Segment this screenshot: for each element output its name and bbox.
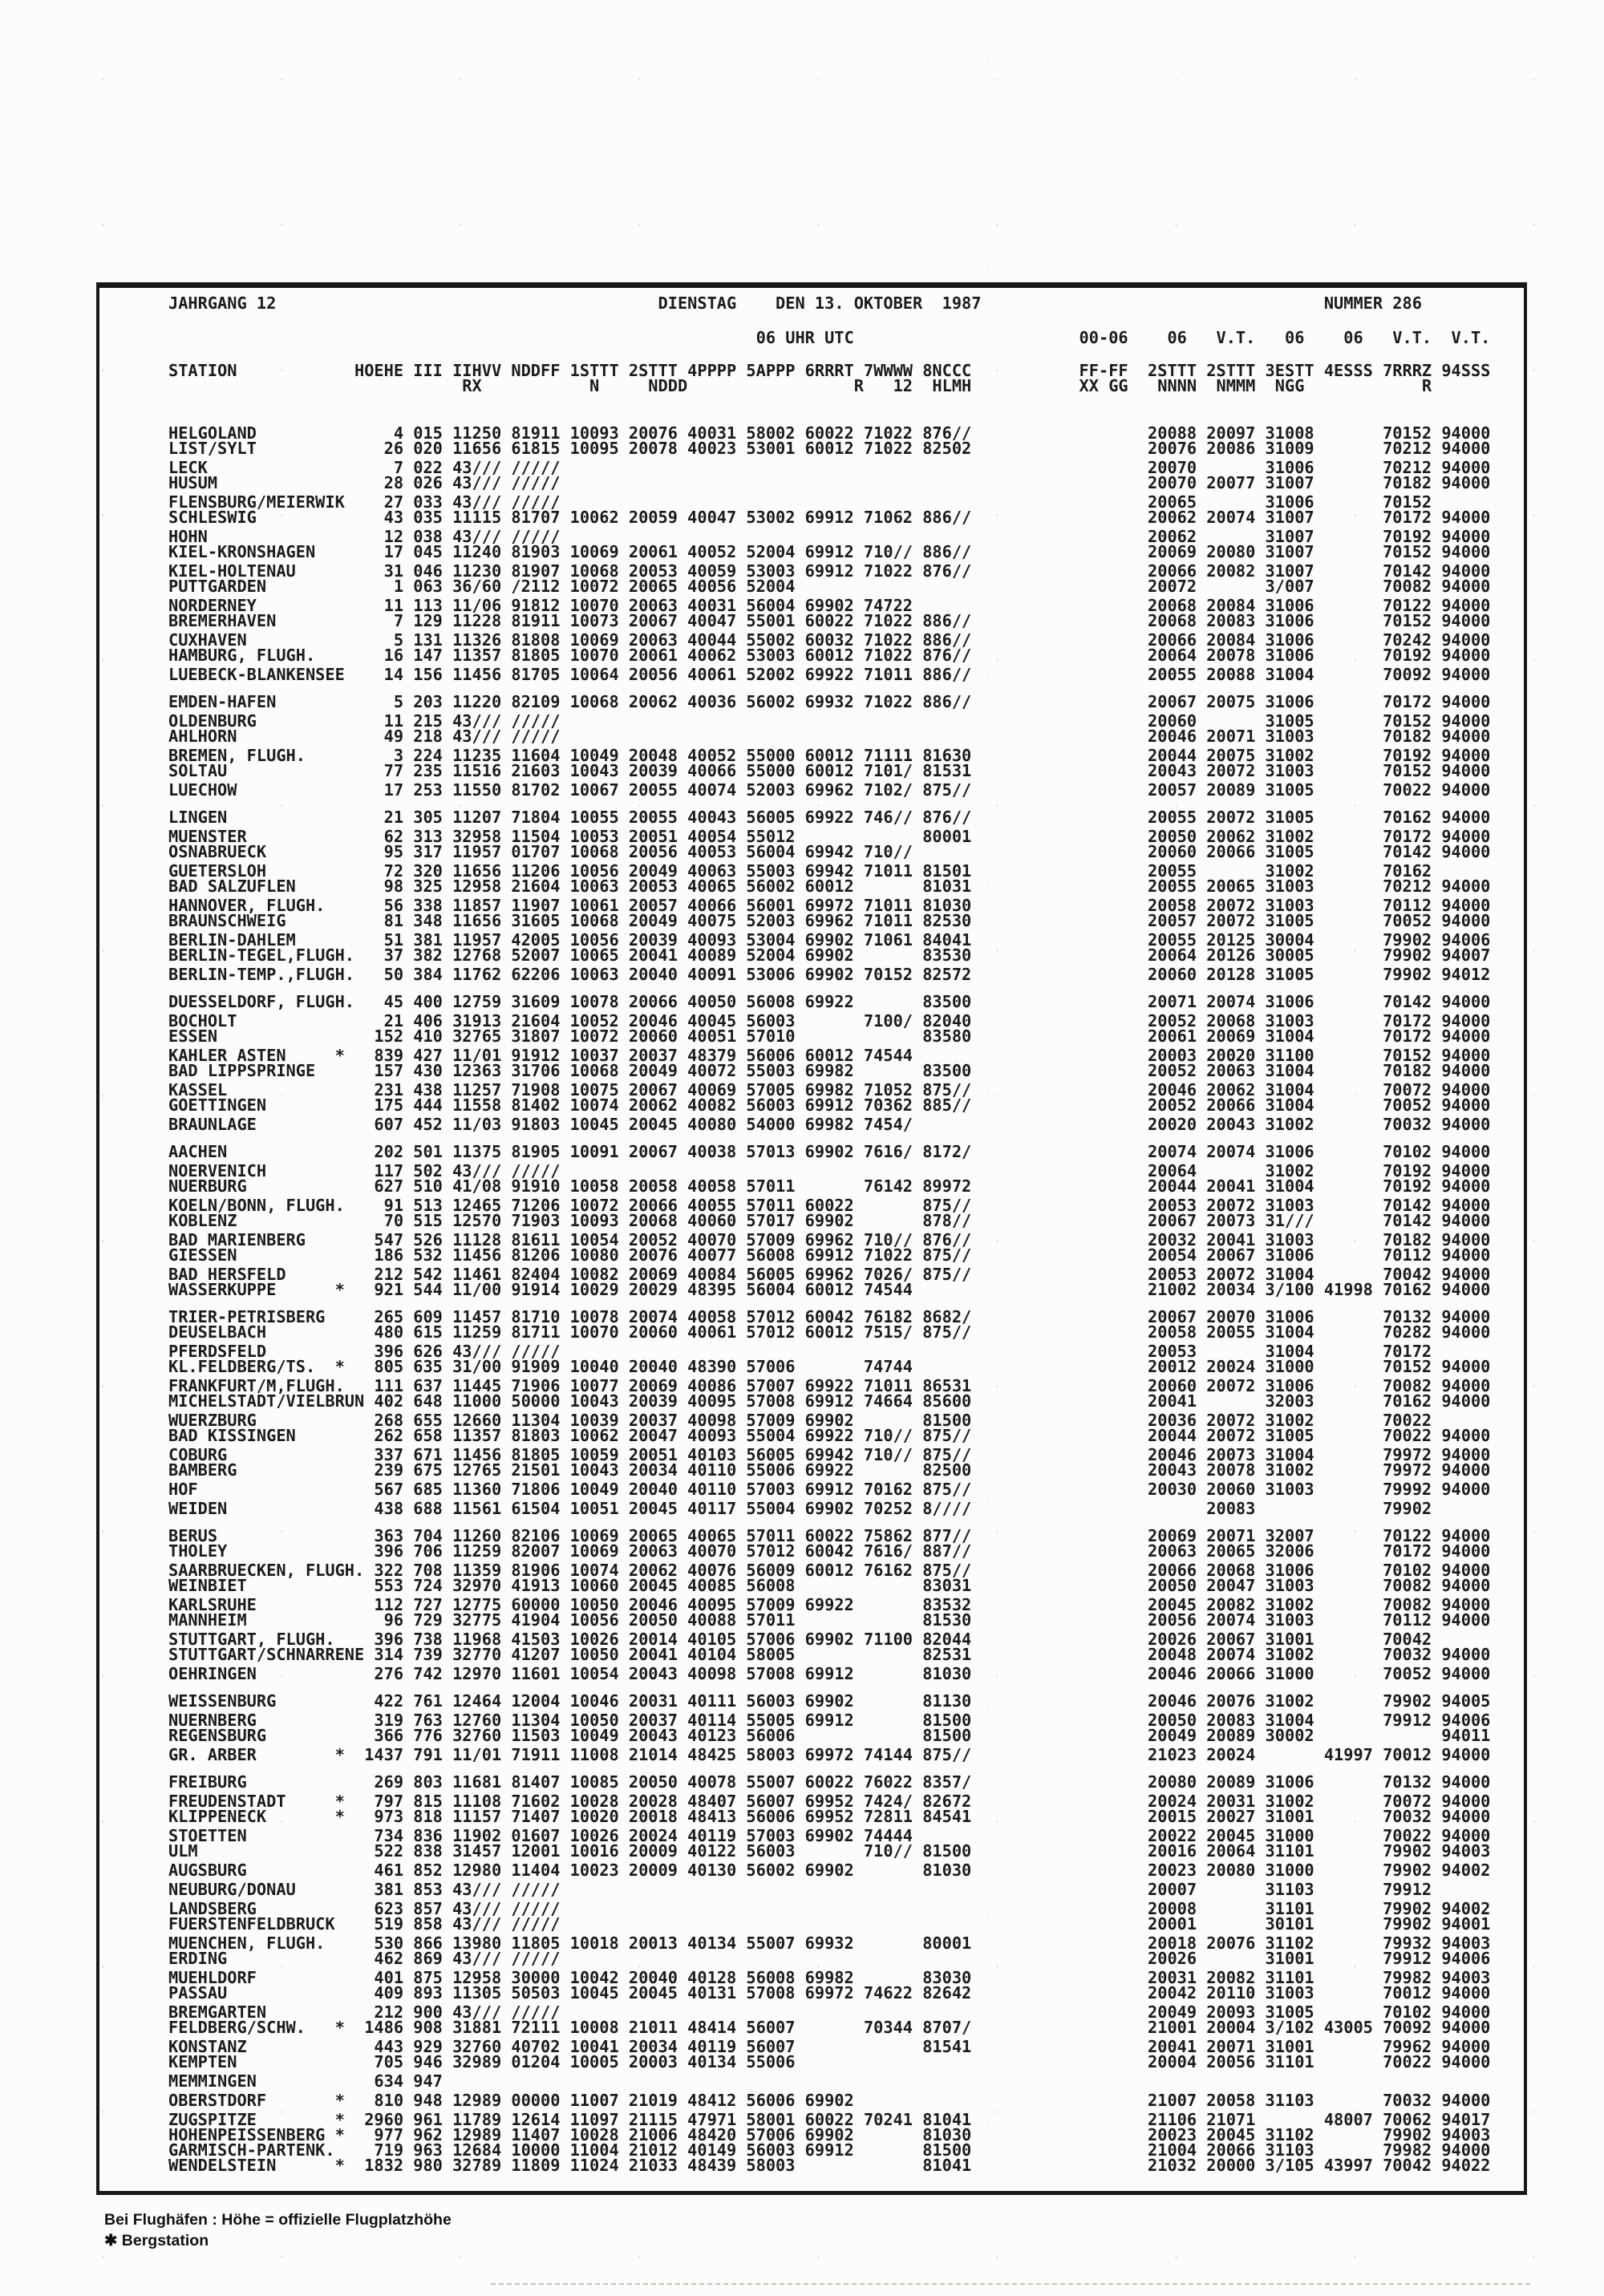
table-row: MANNHEIM 96 729 32775 41904 10056 20050 40088 57011 81530 20056 20074 31003 70112 94000 <box>168 1610 1491 1630</box>
page-bottom-scan-line <box>491 2283 1530 2285</box>
table-row: WEINBIET 553 724 32970 41913 10060 20045 40085 56008 83031 20050 20047 31003 70082 94000 <box>168 1576 1491 1595</box>
table-row: TRIER-PETRISBERG 265 609 11457 81710 10078 20074 40058 57012 60042 76182 8682/ 20067 20070 31006 70132 94000 <box>168 1307 1491 1326</box>
table-row: FREIBURG 269 803 11681 81407 10085 20050 40078 55007 60022 76022 8357/ 20080 20089 31006 70132 94000 <box>168 1772 1491 1792</box>
table-row: BERLIN-TEGEL,FLUGH. 37 382 12768 52007 10065 20041 40089 52004 69902 83530 20064 20126 30005 79902 94007 <box>168 946 1491 965</box>
table-row: MEMMINGEN 634 947 <box>168 2071 443 2091</box>
station-table-body <box>168 423 1524 2175</box>
column-subheader-line: RX N NDDD R 12 HLMH XX GG NNNN NMMM NGG R <box>168 376 1432 395</box>
table-row: AHLHORN 49 218 43/// ///// 20046 20071 31003 70182 94000 <box>168 727 1491 746</box>
table-row: BAD KISSINGEN 262 658 11357 81803 10062 20047 40093 55004 69922 710// 875// 20044 20072 31005 70022 94000 <box>168 1426 1491 1445</box>
table-row: GARMISCH-PARTENK. 719 963 12684 10000 11004 21012 40149 56003 69912 81500 21004 20066 31103 79982 94000 <box>168 2140 1491 2160</box>
table-row: OBERSTDORF * 810 948 12989 00000 11007 21019 48412 56006 69902 21007 20058 31103 70032 94000 <box>168 2091 1491 2110</box>
table-row: AACHEN 202 501 11375 81905 10091 20067 40038 57013 69902 7616/ 8172/ 20074 20074 31006 70102 94000 <box>168 1142 1491 1161</box>
table-row: SCHLESWIG 43 035 11115 81707 10062 20059 40047 53002 69912 71062 886// 20062 20074 31007 70172 94000 <box>168 508 1491 527</box>
table-row: ZUGSPITZE * 2960 961 11789 12614 11097 21115 47971 58001 60022 70241 81041 21106 21071 48007 70062 94017 <box>168 2110 1491 2129</box>
table-row: BAMBERG 239 675 12765 21501 10043 20034 40110 55006 69922 82500 20043 20078 31002 79972 94000 <box>168 1460 1491 1480</box>
table-row: BAD LIPPSPRINGE 157 430 12363 31706 10068 20049 40072 55003 69982 83500 20052 20063 31004 70182 94000 <box>168 1061 1491 1080</box>
table-row: HUSUM 28 026 43/// ///// 20070 20077 31007 70182 94000 <box>168 473 1491 492</box>
table-row: LANDSBERG 623 857 43/// ///// 20008 31101 79902 94002 <box>168 1899 1491 1918</box>
table-row: MUEHLDORF 401 875 12958 30000 10042 20040 40128 56008 69982 83030 20031 20082 31101 79982 94003 <box>168 1968 1491 1987</box>
table-row: BERLIN-DAHLEM 51 381 11957 42005 10056 20039 40093 53004 69902 71061 84041 20055 20125 30004 79902 94006 <box>168 930 1491 950</box>
table-row: BERUS 363 704 11260 82106 10069 20065 40065 57011 60022 75862 877// 20069 20071 32007 70122 94000 <box>168 1526 1491 1545</box>
table-row: KOELN/BONN, FLUGH. 91 513 12465 71206 10072 20066 40055 57011 60022 875// 20053 20072 31003 70142 94000 <box>168 1196 1491 1215</box>
table-row: FUERSTENFELDBRUCK 519 858 43/// ///// 20001 30101 79902 94001 <box>168 1914 1491 1934</box>
table-row: NOERVENICH 117 502 43/// ///// 20064 31002 70192 94000 <box>168 1161 1491 1180</box>
table-row: NUERNBERG 319 763 12760 11304 10050 20037 40114 55005 69912 81500 20050 20083 31004 79912 94006 <box>168 1711 1491 1730</box>
table-row: COBURG 337 671 11456 81805 10059 20051 40103 56005 69942 710// 875// 20046 20073 31004 79972 94000 <box>168 1445 1491 1464</box>
table-row: NORDERNEY 11 113 11/06 91812 10070 20063 40031 56004 69902 74722 20068 20084 31006 70122 94000 <box>168 596 1491 615</box>
table-row: HAMBURG, FLUGH. 16 147 11357 81805 10070 20061 40062 53003 60012 71022 876// 20064 20078 31006 70192 94000 <box>168 646 1491 665</box>
table-row: HOHENPEISSENBERG * 977 962 12989 11407 10028 21006 48420 57006 69902 81030 20023 20045 31102 79902 94003 <box>168 2125 1491 2144</box>
table-row: GIESSEN 186 532 11456 81206 10080 20076 40077 56008 69912 71022 875// 20054 20067 31006 70112 94000 <box>168 1245 1491 1265</box>
table-row: BREMEN, FLUGH. 3 224 11235 11604 10049 20048 40052 55000 60012 71111 81630 20044 20075 31002 70192 94000 <box>168 746 1491 765</box>
table-row: LUECHOW 17 253 11550 81702 10067 20055 40074 52003 69962 7102/ 875// 20057 20089 31005 70022 94000 <box>168 780 1491 800</box>
period-header-line: 06 UHR UTC 00-06 06 V.T. 06 06 V.T. V.T. <box>168 328 1491 347</box>
table-row: KOBLENZ 70 515 12570 71903 10093 20068 40060 57017 69902 878// 20067 20073 31/// 70142 94000 <box>168 1211 1491 1230</box>
table-row: BAD SALZUFLEN 98 325 12958 21604 10063 20053 40065 56002 60012 81031 20055 20065 31003 70212 94000 <box>168 877 1491 896</box>
table-row: MUENSTER 62 313 32958 11504 10053 20051 40054 55012 80001 20050 20062 31002 70172 94000 <box>168 827 1491 846</box>
table-row: STOETTEN 734 836 11902 01607 10026 20024 40119 57003 69902 74444 20022 20045 31000 70022 94000 <box>168 1826 1491 1845</box>
table-row: KEMPTEN 705 946 32989 01204 10005 20003 40134 55006 20004 20056 31101 70022 94000 <box>168 2052 1491 2071</box>
footnote-line-airports: Bei Flughäfen : Höhe = offizielle Flugplatzhöhe <box>104 2211 452 2229</box>
table-row: PASSAU 409 893 11305 50503 10045 20045 40131 57008 69972 74622 82642 20042 20110 31003 70012 94000 <box>168 1983 1491 2002</box>
table-row: KAHLER ASTEN * 839 427 11/01 91912 10037 20037 48379 56006 60012 74544 20003 20020 31100 70152 94000 <box>168 1046 1491 1065</box>
table-row: WUERZBURG 268 655 12660 11304 10039 20037 40098 57009 69902 81500 20036 20072 31002 70022 <box>168 1411 1432 1430</box>
table-row: SOLTAU 77 235 11516 21603 10043 20039 40066 55000 60012 7101/ 81531 20043 20072 31003 70152 94000 <box>168 761 1491 780</box>
table-row: DUESSELDORF, FLUGH. 45 400 12759 31609 10078 20066 40050 56008 69922 83500 20071 20074 31006 70142 94000 <box>168 992 1491 1011</box>
table-row: LIST/SYLT 26 020 11656 61815 10095 20078 40023 53001 60012 71022 82502 20076 20086 31009 70212 94000 <box>168 439 1491 458</box>
table-row: HELGOLAND 4 015 11250 81911 10093 20076 40031 58002 60022 71022 876// 20088 20097 31008 70152 94000 <box>168 423 1491 443</box>
table-row: OLDENBURG 11 215 43/// ///// 20060 31005 70152 94000 <box>168 711 1491 731</box>
table-row: OEHRINGEN 276 742 12970 11601 10054 20043 40098 57008 69912 81030 20046 20066 31000 70052 94000 <box>168 1664 1491 1683</box>
table-row: BAD HERSFELD 212 542 11461 82404 10082 20069 40084 56005 69962 7026/ 875// 20053 20072 31004 70042 94000 <box>168 1265 1491 1284</box>
table-row: KLIPPENECK * 973 818 11157 71407 10020 20018 48413 56006 69952 72811 84541 20015 20027 31001 70032 94000 <box>168 1807 1491 1826</box>
table-row: KL.FELDBERG/TS. * 805 635 31/00 91909 10040 20040 48390 57006 74744 20012 20024 31000 70152 94000 <box>168 1357 1491 1376</box>
table-row: BREMGARTEN 212 900 43/// ///// 20049 20093 31005 70102 94000 <box>168 2002 1491 2022</box>
table-row: KASSEL 231 438 11257 71908 10075 20067 40069 57005 69982 71052 875// 20046 20062 31004 70072 94000 <box>168 1080 1491 1099</box>
table-row: EMDEN-HAFEN 5 203 11220 82109 10068 20062 40036 56002 69932 71022 886// 20067 20075 31006 70172 94000 <box>168 692 1491 711</box>
table-row: STUTTGART, FLUGH. 396 738 11968 41503 10026 20014 40105 57006 69902 71100 82044 20026 20067 31001 70042 <box>168 1630 1432 1649</box>
table-row: MUENCHEN, FLUGH. 530 866 13980 11805 10018 20013 40134 55007 69932 80001 20018 20076 31102 79932 94003 <box>168 1934 1491 1953</box>
table-row: WEISSENBURG 422 761 12464 12004 10046 20031 40111 56003 69902 81130 20046 20076 31002 79902 94005 <box>168 1691 1491 1711</box>
title-line: JAHRGANG 12 DIENSTAG DEN 13. OKTOBER 1987 NUMMER 286 <box>168 294 1422 313</box>
table-row: BAD MARIENBERG 547 526 11128 81611 10054 20052 40070 57009 69962 710// 876// 20032 20041 31003 70182 94000 <box>168 1230 1491 1249</box>
table-row: LUEBECK-BLANKENSEE 14 156 11456 81705 10064 20056 40061 52002 69922 71011 886// 20055 20088 31004 70092 94000 <box>168 665 1491 684</box>
table-row: BREMERHAVEN 7 129 11228 81911 10073 20067 40047 55001 60022 71022 886// 20068 20083 31006 70152 94000 <box>168 611 1491 630</box>
table-row: WENDELSTEIN * 1832 980 32789 11809 11024 21033 48439 58003 81041 21032 20000 3/105 43997 70042 94022 <box>168 2156 1491 2175</box>
table-row: CUXHAVEN 5 131 11326 81808 10069 20063 40044 55002 60032 71022 886// 20066 20084 31006 70242 94000 <box>168 630 1491 650</box>
table-row: ESSEN 152 410 32765 31807 10072 20060 40051 57010 83580 20061 20069 31004 70172 94000 <box>168 1027 1491 1046</box>
table-row: HOHN 12 038 43/// ///// 20062 31007 70192 94000 <box>168 527 1491 546</box>
table-row: LINGEN 21 305 11207 71804 10055 20055 40043 56005 69922 746// 876// 20055 20072 31005 70162 94000 <box>168 808 1491 827</box>
table-row: WASSERKUPPE * 921 544 11/00 91914 10029 20029 48395 56004 60012 74544 21002 20034 3/100 41998 70162 94000 <box>168 1280 1491 1299</box>
table-row: BRAUNSCHWEIG 81 348 11656 31605 10068 20049 40075 52003 69962 71011 82530 20057 20072 31005 70052 94000 <box>168 911 1491 930</box>
table-row: WEIDEN 438 688 11561 61504 10051 20045 40117 55004 69902 70252 8//// 20083 79902 <box>168 1499 1432 1518</box>
table-row: FLENSBURG/MEIERWIK 27 033 43/// ///// 20065 31006 70152 <box>168 492 1432 512</box>
table-row: HOF 567 685 11360 71806 10049 20040 40110 57003 69912 70162 875// 20030 20060 31003 79992 94000 <box>168 1480 1491 1499</box>
table-row: PUTTGARDEN 1 063 36/60 /2112 10072 20065 40056 52004 20072 3/007 70082 94000 <box>168 577 1491 596</box>
table-row: DEUSELBACH 480 615 11259 81711 10070 20060 40061 57012 60012 7515/ 875// 20058 20055 31004 70282 94000 <box>168 1322 1491 1342</box>
table-row: KONSTANZ 443 929 32760 40702 10041 20034 40119 56007 81541 20041 20071 31001 79962 94000 <box>168 2037 1491 2056</box>
table-row: SAARBRUECKEN, FLUGH. 322 708 11359 81906 10074 20062 40076 56009 60012 76162 875// 20066 20068 31006 70102 94000 <box>168 1561 1491 1580</box>
table-row: THOLEY 396 706 11259 82007 10069 20063 40070 57012 60042 7616/ 887// 20063 20065 32006 70172 94000 <box>168 1541 1491 1561</box>
table-row: AUGSBURG 461 852 12980 11404 10023 20009 40130 56002 69902 81030 20023 20080 31000 79902 94002 <box>168 1861 1491 1880</box>
table-row: BERLIN-TEMP.,FLUGH. 50 384 11762 62206 10063 20040 40091 53006 69902 70152 82572 20060 20128 31005 79902 94012 <box>168 965 1491 984</box>
table-row: GUETERSLOH 72 320 11656 11206 10056 20049 40063 55003 69942 71011 81501 20055 31002 70162 <box>168 861 1432 881</box>
footnote <box>104 2209 1604 2251</box>
table-row: BRAUNLAGE 607 452 11/03 91803 10045 20045 40080 54000 69982 7454/ 20020 20043 31002 70032 94000 <box>168 1115 1491 1134</box>
table-row: REGENSBURG 366 776 32760 11503 10049 20043 40123 56006 81500 20049 20089 30002 94011 <box>168 1726 1491 1745</box>
table-row: STUTTGART/SCHNARRENE 314 739 32770 41207 10050 20041 40104 58005 82531 20048 20074 31002 70032 94000 <box>168 1645 1491 1664</box>
column-header-line: STATION HOEHE III IIHVV NDDFF 1STTT 2STTT 4PPPP 5APPP 6RRRT 7WWWW 8NCCC FF-FF 2STTT 2STTT 3ESTT 4ESSS 7RRRZ 94SSS <box>168 361 1491 380</box>
table-frame <box>96 282 1527 2195</box>
table-row: ULM 522 838 31457 12001 10016 20009 40122 56003 710// 81500 20016 20064 31101 79902 94003 <box>168 1841 1491 1861</box>
table-row: LECK 7 022 43/// ///// 20070 31006 70212 94000 <box>168 458 1491 477</box>
table-row: GR. ARBER * 1437 791 11/01 71911 11008 21014 48425 58003 69972 74144 875// 21023 20024 41997 70012 94000 <box>168 1745 1491 1764</box>
table-row: KIEL-KRONSHAGEN 17 045 11240 81903 10069 20061 40052 52004 69912 710// 886// 20069 20080 31007 70152 94000 <box>168 542 1491 561</box>
table-row: BOCHOLT 21 406 31913 21604 10052 20046 40045 56003 7100/ 82040 20052 20068 31003 70172 94000 <box>168 1011 1491 1031</box>
table-row: FELDBERG/SCHW. * 1486 908 31881 72111 10008 21011 48414 56007 70344 8707/ 21001 20004 3/102 43005 70092 94000 <box>168 2018 1491 2037</box>
table-row: HANNOVER, FLUGH. 56 338 11857 11907 10061 20057 40066 56001 69972 71011 81030 20058 20072 31003 70112 94000 <box>168 896 1491 915</box>
table-row: FRANKFURT/M,FLUGH. 111 637 11445 71906 10077 20069 40086 57007 69922 71011 86531 20060 20072 31006 70082 94000 <box>168 1376 1491 1395</box>
table-row: KARLSRUHE 112 727 12775 60000 10050 20046 40095 57009 69922 83532 20045 20082 31002 70082 94000 <box>168 1595 1491 1614</box>
bergstation-star-icon: ✱ <box>104 2232 118 2249</box>
footnote-line-bergstation: ✱ Bergstation <box>104 2232 209 2249</box>
table-row: NEUBURG/DONAU 381 853 43/// ///// 20007 31103 79912 <box>168 1880 1432 1899</box>
table-row: ERDING 462 869 43/// ///// 20026 31001 79912 94006 <box>168 1949 1491 1968</box>
table-row: NUERBURG 627 510 41/08 91910 10058 20058 40058 57011 76142 89972 20044 20041 31004 70192 94000 <box>168 1176 1491 1196</box>
table-row: KIEL-HOLTENAU 31 046 11230 81907 10068 20053 40059 53003 69912 71022 876// 20066 20082 31007 70142 94000 <box>168 561 1491 581</box>
table-row: FREUDENSTADT * 797 815 11108 71602 10028 20028 48407 56007 69952 7424/ 82672 20024 20031 31002 70072 94000 <box>168 1792 1491 1811</box>
table-row: MICHELSTADT/VIELBRUN 402 648 11000 50000 10043 20039 40095 57008 69912 74664 85600 20041 32003 70162 94000 <box>168 1391 1491 1411</box>
table-row: OSNABRUECK 95 317 11957 01707 10068 20056 40053 56004 69942 710// 20060 20066 31005 70142 94000 <box>168 842 1491 861</box>
table-row: GOETTINGEN 175 444 11558 81402 10074 20062 40082 56003 69912 70362 885// 20052 20066 31004 70052 94000 <box>168 1095 1491 1115</box>
table-row: PFERDSFELD 396 626 43/// ///// 20053 31004 70172 <box>168 1342 1432 1361</box>
